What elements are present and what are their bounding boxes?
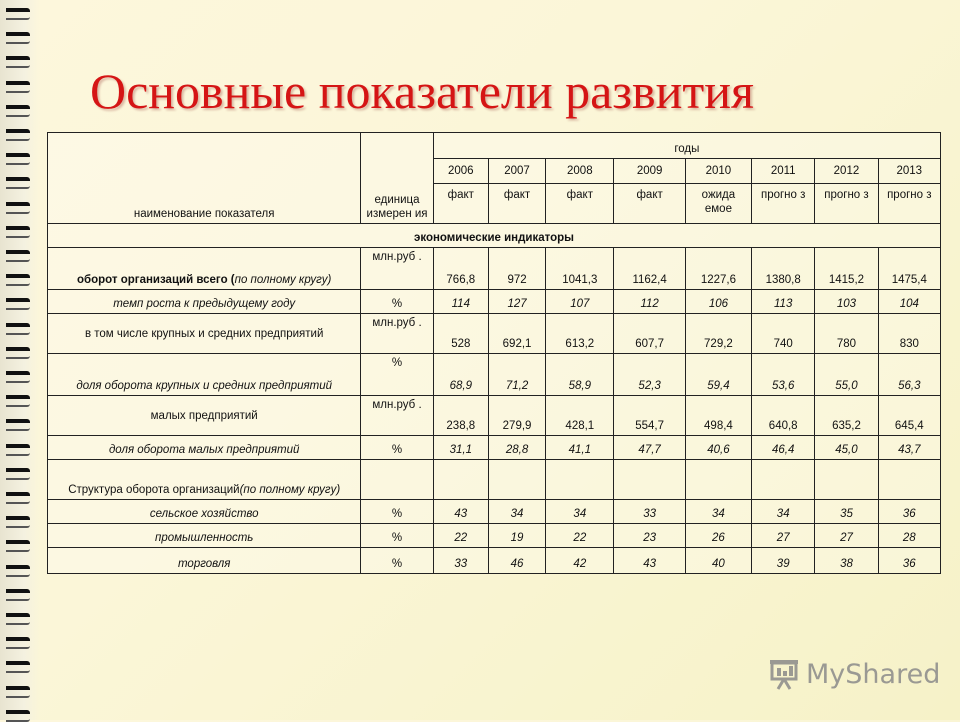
value-cell: 71,2 <box>488 354 545 396</box>
value-cell: 34 <box>752 500 815 524</box>
value-cell <box>614 460 685 500</box>
spiral-ring <box>6 32 30 44</box>
spiral-ring <box>6 323 30 335</box>
page-title: Основные показатели развития <box>90 63 755 119</box>
value-cell <box>878 460 940 500</box>
value-cell: 36 <box>878 548 940 574</box>
value-cell: 33 <box>614 500 685 524</box>
value-cell <box>752 460 815 500</box>
value-cell: 28 <box>878 524 940 548</box>
value-cell: 830 <box>878 314 940 354</box>
unit-cell: % <box>361 524 433 548</box>
value-cell: 34 <box>488 500 545 524</box>
indicator-name-note: (по полному кругу) <box>239 484 341 496</box>
spiral-ring <box>6 298 30 310</box>
value-cell: 27 <box>815 524 878 548</box>
header-name: наименование показателя <box>48 133 361 224</box>
spiral-ring <box>6 129 30 141</box>
indicator-name <box>48 248 361 290</box>
value-cell: 23 <box>614 524 685 548</box>
spiral-ring <box>6 226 30 238</box>
value-cell: 45,0 <box>815 436 878 460</box>
indicator-name: темп роста к предыдущему году <box>48 290 361 314</box>
spiral-ring <box>6 177 30 189</box>
year-status: прогно з <box>760 189 806 201</box>
year-label: 2012 <box>815 159 877 184</box>
indicator-name-main: Структура оборота организаций <box>68 484 240 496</box>
year-status: ожида емое <box>701 189 736 215</box>
spiral-ring <box>6 444 30 456</box>
value-cell: 740 <box>752 314 815 354</box>
spiral-ring <box>6 395 30 407</box>
value-cell: 43 <box>614 548 685 574</box>
unit-cell: % <box>361 436 433 460</box>
year-header <box>752 159 815 224</box>
table-row <box>48 460 941 500</box>
year-label: 2010 <box>686 159 751 184</box>
table-row <box>48 524 941 548</box>
table-row <box>48 500 941 524</box>
value-cell: 46,4 <box>752 436 815 460</box>
value-cell: 53,6 <box>752 354 815 396</box>
year-header <box>815 159 878 224</box>
value-cell <box>815 460 878 500</box>
value-cell: 645,4 <box>878 396 940 436</box>
value-cell: 972 <box>488 248 545 290</box>
value-cell <box>685 460 751 500</box>
spiral-ring <box>6 565 30 577</box>
value-cell <box>488 460 545 500</box>
table-row <box>48 354 941 396</box>
spiral-ring <box>6 540 30 552</box>
value-cell: 58,9 <box>546 354 614 396</box>
value-cell: 114 <box>433 290 488 314</box>
section-header: экономические индикаторы <box>48 224 941 248</box>
value-cell: 55,0 <box>815 354 878 396</box>
table-row <box>48 436 941 460</box>
value-cell: 104 <box>878 290 940 314</box>
spiral-ring <box>6 661 30 673</box>
indicator-name: доля оборота крупных и средних предприятий <box>48 354 361 396</box>
value-cell: 42 <box>546 548 614 574</box>
value-cell: 107 <box>546 290 614 314</box>
value-cell: 1475,4 <box>878 248 940 290</box>
indicator-name: малых предприятий <box>48 396 361 436</box>
value-cell: 31,1 <box>433 436 488 460</box>
table-row <box>48 548 941 574</box>
year-label: 2009 <box>614 159 684 184</box>
year-label: 2006 <box>434 159 488 184</box>
spiral-ring <box>6 371 30 383</box>
spiral-ring <box>6 202 30 214</box>
value-cell: 33 <box>433 548 488 574</box>
year-status: факт <box>566 189 593 201</box>
value-cell: 1162,4 <box>614 248 685 290</box>
unit-cell: млн.руб . <box>361 396 433 436</box>
value-cell: 40,6 <box>685 436 751 460</box>
year-header <box>546 159 614 224</box>
value-cell <box>433 460 488 500</box>
value-cell: 106 <box>685 290 751 314</box>
value-cell: 22 <box>433 524 488 548</box>
table-row <box>48 248 941 290</box>
value-cell: 22 <box>546 524 614 548</box>
year-header <box>488 159 545 224</box>
indicator-name: в том числе крупных и средних предприятий <box>48 314 361 354</box>
value-cell: 635,2 <box>815 396 878 436</box>
spiral-ring <box>6 274 30 286</box>
value-cell: 47,7 <box>614 436 685 460</box>
value-cell: 56,3 <box>878 354 940 396</box>
year-status: прогно з <box>824 189 869 201</box>
value-cell: 279,9 <box>488 396 545 436</box>
value-cell: 1415,2 <box>815 248 878 290</box>
value-cell: 1227,6 <box>685 248 751 290</box>
value-cell: 498,4 <box>685 396 751 436</box>
value-cell: 43,7 <box>878 436 940 460</box>
spiral-ring <box>6 492 30 504</box>
spiral-ring <box>6 613 30 625</box>
value-cell: 34 <box>685 500 751 524</box>
indicator-name: сельское хозяйство <box>48 500 361 524</box>
spiral-ring <box>6 153 30 165</box>
value-cell: 692,1 <box>488 314 545 354</box>
indicator-name <box>48 460 361 500</box>
header-years: годы <box>433 133 940 159</box>
spiral-ring <box>6 105 30 117</box>
spiral-ring <box>6 686 30 698</box>
year-label: 2013 <box>879 159 940 184</box>
indicator-name: торговля <box>48 548 361 574</box>
value-cell: 46 <box>488 548 545 574</box>
spiral-ring <box>6 468 30 480</box>
year-label: 2008 <box>546 159 613 184</box>
year-status: факт <box>447 189 474 201</box>
year-header <box>433 159 488 224</box>
value-cell: 127 <box>488 290 545 314</box>
unit-cell: млн.руб . <box>361 248 433 290</box>
year-status: факт <box>503 189 531 201</box>
value-cell: 238,8 <box>433 396 488 436</box>
table-row <box>48 314 941 354</box>
value-cell: 68,9 <box>433 354 488 396</box>
unit-cell: % <box>361 500 433 524</box>
presentation-board-icon <box>768 657 802 691</box>
header-unit: единица измерен ия <box>361 133 433 224</box>
value-cell: 607,7 <box>614 314 685 354</box>
spiral-ring <box>6 419 30 431</box>
value-cell: 640,8 <box>752 396 815 436</box>
year-label: 2011 <box>752 159 814 184</box>
value-cell: 27 <box>752 524 815 548</box>
value-cell: 26 <box>685 524 751 548</box>
spiral-ring <box>6 250 30 262</box>
value-cell: 1041,3 <box>546 248 614 290</box>
spiral-ring <box>6 8 30 20</box>
value-cell: 39 <box>752 548 815 574</box>
year-header <box>685 159 751 224</box>
year-label: 2007 <box>489 159 545 184</box>
spiral-ring <box>6 81 30 93</box>
value-cell: 554,7 <box>614 396 685 436</box>
value-cell: 428,1 <box>546 396 614 436</box>
year-header <box>614 159 685 224</box>
spiral-ring <box>6 589 30 601</box>
value-cell: 112 <box>614 290 685 314</box>
myshared-logo <box>768 657 940 691</box>
value-cell <box>546 460 614 500</box>
spiral-ring <box>6 516 30 528</box>
value-cell: 38 <box>815 548 878 574</box>
value-cell: 28,8 <box>488 436 545 460</box>
value-cell: 113 <box>752 290 815 314</box>
table-row <box>48 290 941 314</box>
unit-cell <box>361 460 433 500</box>
value-cell: 780 <box>815 314 878 354</box>
value-cell: 613,2 <box>546 314 614 354</box>
spiral-ring <box>6 347 30 359</box>
unit-cell: % <box>361 290 433 314</box>
value-cell: 528 <box>433 314 488 354</box>
unit-cell: % <box>361 354 433 396</box>
indicator-name-main: оборот организаций всего ( <box>77 274 235 286</box>
year-status: факт <box>636 189 663 201</box>
value-cell: 41,1 <box>546 436 614 460</box>
value-cell: 52,3 <box>614 354 685 396</box>
indicator-name: промышленность <box>48 524 361 548</box>
value-cell: 729,2 <box>685 314 751 354</box>
indicator-name: доля оборота малых предприятий <box>48 436 361 460</box>
value-cell: 59,4 <box>685 354 751 396</box>
indicators-table <box>47 132 941 574</box>
table-row <box>48 396 941 436</box>
value-cell: 36 <box>878 500 940 524</box>
notebook-spiral-binding <box>0 0 40 720</box>
value-cell: 19 <box>488 524 545 548</box>
value-cell: 35 <box>815 500 878 524</box>
value-cell: 103 <box>815 290 878 314</box>
value-cell: 40 <box>685 548 751 574</box>
value-cell: 34 <box>546 500 614 524</box>
value-cell: 766,8 <box>433 248 488 290</box>
logo-text: MyShared <box>806 658 941 690</box>
unit-cell: % <box>361 548 433 574</box>
indicator-name-note: по полному кругу) <box>234 274 332 286</box>
year-status: прогно з <box>887 189 932 201</box>
unit-cell: млн.руб . <box>361 314 433 354</box>
year-header <box>878 159 940 224</box>
value-cell: 43 <box>433 500 488 524</box>
spiral-ring <box>6 56 30 68</box>
value-cell: 1380,8 <box>752 248 815 290</box>
spiral-ring <box>6 637 30 649</box>
